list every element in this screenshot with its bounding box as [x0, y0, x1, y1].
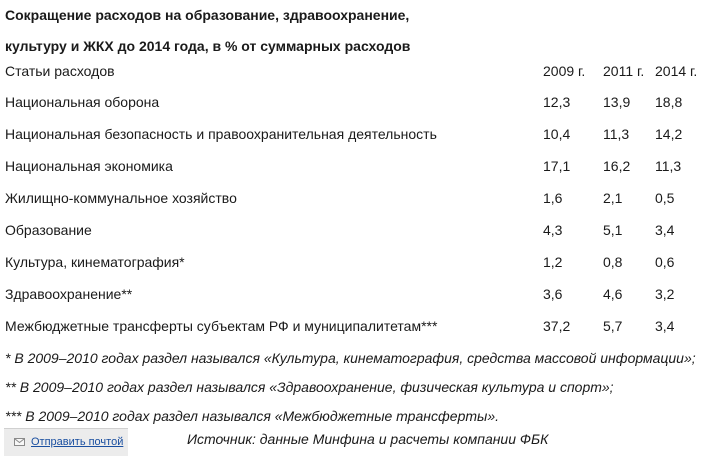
cell-2014: 14,2 — [655, 126, 683, 142]
source-note: Источник: данные Минфина и расчеты компании ФБК — [187, 431, 549, 447]
column-header-item: Статьи расходов — [5, 63, 115, 79]
cell-2014: 3,4 — [655, 318, 675, 334]
cell-2014: 0,6 — [655, 254, 675, 270]
cell-2009: 4,3 — [543, 222, 563, 238]
row-item: Культура, кинематография* — [5, 254, 185, 270]
table-row — [5, 214, 705, 246]
table-row — [5, 246, 705, 278]
cell-2011: 5,7 — [603, 318, 623, 334]
table-title-line-1: Сокращение расходов на образование, здравоохранение, — [5, 7, 410, 23]
cell-2011: 0,8 — [603, 254, 623, 270]
column-header-2011: 2011 г. — [603, 63, 645, 79]
send-by-mail-box — [4, 428, 128, 456]
table-row — [5, 118, 705, 150]
cell-2011: 11,3 — [603, 126, 630, 142]
footer-bar — [0, 428, 714, 456]
footnote: * В 2009–2010 годах раздел назывался «Культура, кинематография, средства массовой информации»; — [5, 350, 696, 366]
cell-2011: 5,1 — [603, 222, 623, 238]
cell-2014: 3,4 — [655, 222, 675, 238]
table-title-line-2: культуру и ЖКХ до 2014 года, в % от суммарных расходов — [5, 38, 411, 54]
table-row — [5, 278, 705, 310]
table-row — [5, 86, 705, 118]
cell-2014: 11,3 — [655, 158, 682, 174]
envelope-icon[interactable] — [14, 438, 25, 446]
row-item: Межбюджетные трансферты субъектам РФ и муниципалитетам*** — [5, 318, 438, 334]
table-row — [5, 182, 705, 214]
table-header-row — [5, 56, 705, 86]
cell-2011: 2,1 — [603, 190, 623, 206]
row-item: Здравоохранение** — [5, 286, 133, 302]
footnote: *** В 2009–2010 годах раздел назывался «Межбюджетные трансферты». — [5, 408, 500, 424]
send-by-mail-link[interactable]: Отправить почтой — [31, 436, 124, 448]
cell-2011: 4,6 — [603, 286, 623, 302]
column-header-2014: 2014 г. — [655, 63, 698, 79]
table-row — [5, 310, 705, 342]
cell-2011: 13,9 — [603, 94, 631, 110]
row-item: Жилищно-коммунальное хозяйство — [5, 190, 237, 206]
expenses-table — [5, 56, 705, 342]
cell-2009: 1,6 — [543, 190, 563, 206]
row-item: Национальная оборона — [5, 94, 160, 110]
table-row — [5, 150, 705, 182]
footnotes — [5, 344, 696, 431]
column-header-2009: 2009 г. — [543, 63, 586, 79]
cell-2014: 3,2 — [655, 286, 675, 302]
cell-2009: 1,2 — [543, 254, 563, 270]
row-item: Образование — [5, 222, 92, 238]
cell-2014: 18,8 — [655, 94, 683, 110]
cell-2009: 12,3 — [543, 94, 571, 110]
table-title — [5, 0, 705, 62]
cell-2014: 0,5 — [655, 190, 675, 206]
row-item: Национальная безопасность и правоохранительная деятельность — [5, 126, 437, 142]
cell-2011: 16,2 — [603, 158, 631, 174]
cell-2009: 37,2 — [543, 318, 571, 334]
row-item: Национальная экономика — [5, 158, 173, 174]
cell-2009: 3,6 — [543, 286, 563, 302]
footnote: ** В 2009–2010 годах раздел назывался «Здравоохранение, физическая культура и спорт»; — [5, 379, 614, 395]
cell-2009: 17,1 — [543, 158, 571, 174]
cell-2009: 10,4 — [543, 126, 571, 142]
